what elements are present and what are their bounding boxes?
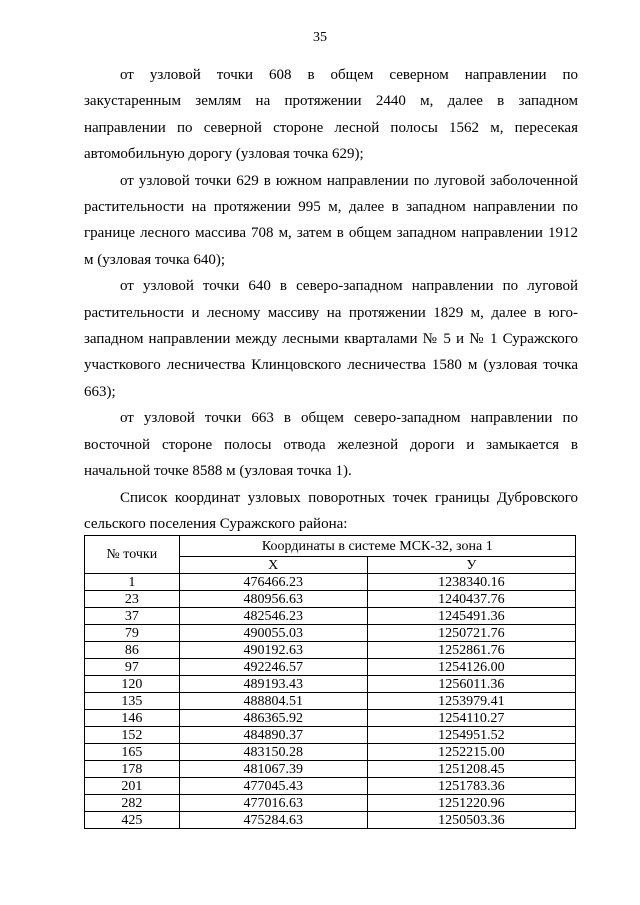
cell-y: 1256011.36 — [367, 676, 575, 693]
cell-y: 1251220.96 — [367, 795, 575, 812]
cell-x: 477045.43 — [179, 778, 367, 795]
header-y: У — [367, 557, 575, 574]
cell-point: 146 — [85, 710, 180, 727]
table-row — [85, 710, 576, 727]
boundary-paragraph-4: от узловой точки 663 в общем северо-западном направлении по восточной стороне полосы отвода железной дороги и замыкается в начальной точке 8588 м (узловая точка 1). — [84, 410, 578, 480]
table-row — [85, 608, 576, 625]
table-row — [85, 659, 576, 676]
header-point-number: № точки — [85, 536, 180, 574]
coordinates-table — [84, 535, 576, 829]
cell-x: 480956.63 — [179, 591, 367, 608]
cell-y: 1254110.27 — [367, 710, 575, 727]
table-row — [85, 778, 576, 795]
cell-x: 483150.28 — [179, 744, 367, 761]
cell-x: 477016.63 — [179, 795, 367, 812]
cell-y: 1250721.76 — [367, 625, 575, 642]
table-row — [85, 812, 576, 829]
cell-point: 201 — [85, 778, 180, 795]
cell-y: 1250503.36 — [367, 812, 575, 829]
cell-point: 152 — [85, 727, 180, 744]
table-row — [85, 642, 576, 659]
cell-point: 425 — [85, 812, 180, 829]
table-row — [85, 591, 576, 608]
table-row — [85, 761, 576, 778]
cell-x: 481067.39 — [179, 761, 367, 778]
cell-point: 97 — [85, 659, 180, 676]
cell-x: 484890.37 — [179, 727, 367, 744]
table-caption: Список координат узловых поворотных точек границы Дубровского сельского поселения Суражского района: — [84, 489, 578, 532]
cell-y: 1251783.36 — [367, 778, 575, 795]
document-body — [84, 62, 578, 537]
page-number: 35 — [313, 30, 327, 45]
cell-point: 37 — [85, 608, 180, 625]
table-row — [85, 744, 576, 761]
cell-point: 1 — [85, 574, 180, 591]
cell-y: 1252861.76 — [367, 642, 575, 659]
cell-x: 475284.63 — [179, 812, 367, 829]
cell-point: 79 — [85, 625, 180, 642]
cell-point: 165 — [85, 744, 180, 761]
cell-x: 486365.92 — [179, 710, 367, 727]
cell-point: 86 — [85, 642, 180, 659]
cell-x: 489193.43 — [179, 676, 367, 693]
cell-y: 1253979.41 — [367, 693, 575, 710]
cell-x: 476466.23 — [179, 574, 367, 591]
cell-y: 1252215.00 — [367, 744, 575, 761]
cell-y: 1254126.00 — [367, 659, 575, 676]
cell-point: 178 — [85, 761, 180, 778]
table-row — [85, 693, 576, 710]
header-coordinate-system: Координаты в системе МСК-32, зона 1 — [179, 536, 575, 557]
boundary-paragraph-1: от узловой точки 608 в общем северном направлении по закустаренным землям на протяжении 2440 м, далее в западном направлении по северной стороне лесной полосы 1562 м, пересекая автомобильную дорогу (узловая точка 629); — [84, 67, 578, 163]
cell-point: 23 — [85, 591, 180, 608]
cell-point: 120 — [85, 676, 180, 693]
table-row — [85, 727, 576, 744]
table-row — [85, 574, 576, 591]
cell-y: 1251208.45 — [367, 761, 575, 778]
table-row — [85, 795, 576, 812]
table-row — [85, 625, 576, 642]
header-x: Х — [179, 557, 367, 574]
boundary-paragraph-3: от узловой точки 640 в северо-западном направлении по луговой растительности и лесному массиву на протяжении 1829 м, далее в юго-западном направлении между лесными кварталами № 5 и № 1 Суражского участкового лесничества Клинцовского лесничества 1580 м (узловая точка 663); — [84, 278, 578, 400]
table-row — [85, 676, 576, 693]
cell-y: 1240437.76 — [367, 591, 575, 608]
cell-y: 1254951.52 — [367, 727, 575, 744]
cell-y: 1245491.36 — [367, 608, 575, 625]
cell-x: 490055.03 — [179, 625, 367, 642]
cell-point: 282 — [85, 795, 180, 812]
boundary-paragraph-2: от узловой точки 629 в южном направлении по луговой заболоченной растительности на протяжении 995 м, далее в западном направлении по границе лесного массива 708 м, затем в общем западном направлении 1912 м (узловая точка 640); — [84, 172, 578, 268]
cell-x: 488804.51 — [179, 693, 367, 710]
cell-point: 135 — [85, 693, 180, 710]
cell-x: 490192.63 — [179, 642, 367, 659]
cell-y: 1238340.16 — [367, 574, 575, 591]
cell-x: 482546.23 — [179, 608, 367, 625]
cell-x: 492246.57 — [179, 659, 367, 676]
